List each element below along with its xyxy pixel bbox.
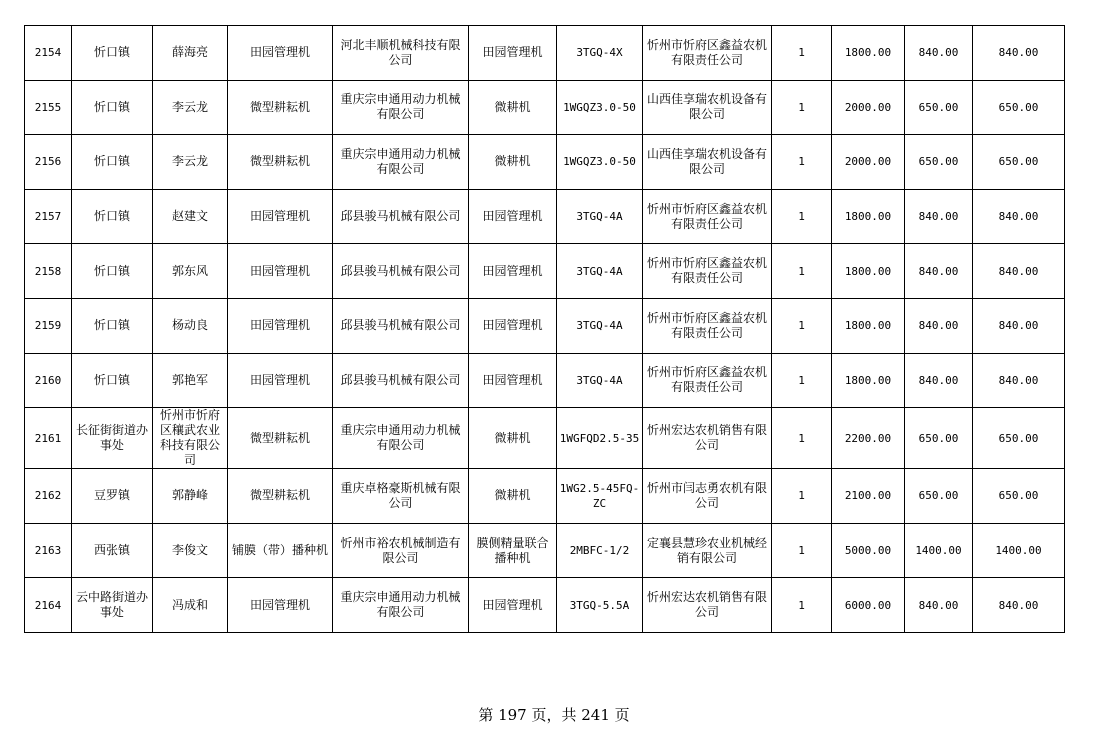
cell-buyer-name: 忻州市忻府区穰武农业科技有限公司	[153, 408, 228, 469]
cell-total-subsidy: 840.00	[973, 244, 1065, 299]
cell-quantity: 1	[772, 578, 832, 633]
cell-buyer-name: 李云龙	[153, 80, 228, 135]
cell-central-subsidy: 840.00	[905, 353, 973, 408]
cell-sale-price: 5000.00	[832, 523, 905, 578]
cell-manufacturer: 重庆卓格豪斯机械有限公司	[333, 469, 469, 524]
cell-quantity: 1	[772, 26, 832, 81]
cell-central-subsidy: 840.00	[905, 244, 973, 299]
cell-total-subsidy: 840.00	[973, 298, 1065, 353]
cell-quantity: 1	[772, 80, 832, 135]
cell-manufacturer: 重庆宗申通用动力机械有限公司	[333, 408, 469, 469]
table-row	[25, 244, 1065, 299]
cell-buyer-name: 赵建文	[153, 189, 228, 244]
cell-township: 忻口镇	[72, 80, 153, 135]
cell-serial-number: 2164	[25, 578, 72, 633]
cell-manufacturer: 邱县骏马机械有限公司	[333, 189, 469, 244]
cell-product-name: 田园管理机	[469, 578, 557, 633]
cell-serial-number: 2155	[25, 80, 72, 135]
cell-serial-number: 2162	[25, 469, 72, 524]
cell-manufacturer: 重庆宗申通用动力机械有限公司	[333, 80, 469, 135]
cell-sale-price: 1800.00	[832, 244, 905, 299]
cell-buyer-name: 冯成和	[153, 578, 228, 633]
cell-product-name: 田园管理机	[469, 353, 557, 408]
cell-dealer: 忻州市忻府区鑫益农机有限责任公司	[643, 189, 772, 244]
cell-dealer: 山西佳享瑞农机设备有限公司	[643, 80, 772, 135]
table-body	[25, 26, 1065, 633]
cell-serial-number: 2158	[25, 244, 72, 299]
cell-central-subsidy: 1400.00	[905, 523, 973, 578]
cell-quantity: 1	[772, 189, 832, 244]
cell-total-subsidy: 840.00	[973, 26, 1065, 81]
cell-township: 忻口镇	[72, 353, 153, 408]
cell-product-name: 田园管理机	[469, 189, 557, 244]
cell-central-subsidy: 650.00	[905, 469, 973, 524]
cell-buyer-name: 郭艳军	[153, 353, 228, 408]
cell-product-name: 微耕机	[469, 135, 557, 190]
table-row	[25, 578, 1065, 633]
cell-township: 忻口镇	[72, 26, 153, 81]
cell-central-subsidy: 650.00	[905, 408, 973, 469]
cell-serial-number: 2154	[25, 26, 72, 81]
cell-township: 忻口镇	[72, 244, 153, 299]
cell-sale-price: 2200.00	[832, 408, 905, 469]
cell-dealer: 定襄县慧珍农业机械经销有限公司	[643, 523, 772, 578]
cell-sale-price: 2000.00	[832, 135, 905, 190]
cell-sale-price: 1800.00	[832, 353, 905, 408]
cell-quantity: 1	[772, 353, 832, 408]
cell-machine-category: 田园管理机	[228, 578, 333, 633]
cell-sale-price: 1800.00	[832, 26, 905, 81]
cell-sale-price: 1800.00	[832, 189, 905, 244]
cell-serial-number: 2157	[25, 189, 72, 244]
cell-machine-category: 微型耕耘机	[228, 80, 333, 135]
cell-dealer: 忻州市忻府区鑫益农机有限责任公司	[643, 298, 772, 353]
cell-model: 2MBFC-1/2	[557, 523, 643, 578]
cell-model: 3TGQ-4A	[557, 353, 643, 408]
cell-sale-price: 2000.00	[832, 80, 905, 135]
cell-model: 1WGQZ3.0-50	[557, 80, 643, 135]
cell-township: 忻口镇	[72, 298, 153, 353]
cell-quantity: 1	[772, 298, 832, 353]
cell-machine-category: 微型耕耘机	[228, 469, 333, 524]
cell-machine-category: 田园管理机	[228, 298, 333, 353]
cell-dealer: 忻州宏达农机销售有限公司	[643, 408, 772, 469]
cell-central-subsidy: 650.00	[905, 135, 973, 190]
cell-dealer: 忻州市忻府区鑫益农机有限责任公司	[643, 26, 772, 81]
cell-township: 忻口镇	[72, 189, 153, 244]
cell-total-subsidy: 840.00	[973, 578, 1065, 633]
cell-product-name: 田园管理机	[469, 298, 557, 353]
cell-township: 忻口镇	[72, 135, 153, 190]
cell-dealer: 忻州市忻府区鑫益农机有限责任公司	[643, 353, 772, 408]
cell-model: 3TGQ-4X	[557, 26, 643, 81]
cell-central-subsidy: 840.00	[905, 298, 973, 353]
cell-sale-price: 1800.00	[832, 298, 905, 353]
cell-serial-number: 2159	[25, 298, 72, 353]
table-row	[25, 408, 1065, 469]
cell-model: 3TGQ-4A	[557, 298, 643, 353]
cell-quantity: 1	[772, 135, 832, 190]
cell-product-name: 微耕机	[469, 469, 557, 524]
cell-product-name: 田园管理机	[469, 244, 557, 299]
table-row	[25, 353, 1065, 408]
cell-quantity: 1	[772, 523, 832, 578]
table-row	[25, 80, 1065, 135]
cell-manufacturer: 重庆宗申通用动力机械有限公司	[333, 578, 469, 633]
cell-machine-category: 田园管理机	[228, 26, 333, 81]
cell-total-subsidy: 840.00	[973, 353, 1065, 408]
table-row	[25, 26, 1065, 81]
cell-serial-number: 2160	[25, 353, 72, 408]
cell-manufacturer: 邱县骏马机械有限公司	[333, 353, 469, 408]
page-number: 第 197 页，共 241 页	[478, 706, 630, 724]
cell-product-name: 田园管理机	[469, 26, 557, 81]
cell-quantity: 1	[772, 408, 832, 469]
cell-model: 1WGQZ3.0-50	[557, 135, 643, 190]
cell-product-name: 微耕机	[469, 80, 557, 135]
subsidy-table	[24, 25, 1065, 633]
cell-manufacturer: 河北丰顺机械科技有限公司	[333, 26, 469, 81]
cell-central-subsidy: 840.00	[905, 578, 973, 633]
cell-buyer-name: 李云龙	[153, 135, 228, 190]
cell-central-subsidy: 650.00	[905, 80, 973, 135]
cell-model: 1WG2.5-45FQ-ZC	[557, 469, 643, 524]
cell-buyer-name: 郭静峰	[153, 469, 228, 524]
cell-manufacturer: 邱县骏马机械有限公司	[333, 244, 469, 299]
cell-machine-category: 微型耕耘机	[228, 135, 333, 190]
cell-total-subsidy: 650.00	[973, 469, 1065, 524]
cell-serial-number: 2156	[25, 135, 72, 190]
cell-machine-category: 田园管理机	[228, 189, 333, 244]
cell-central-subsidy: 840.00	[905, 26, 973, 81]
table-row	[25, 469, 1065, 524]
table-row	[25, 189, 1065, 244]
cell-total-subsidy: 650.00	[973, 80, 1065, 135]
cell-machine-category: 田园管理机	[228, 353, 333, 408]
cell-machine-category: 铺膜（带）播种机	[228, 523, 333, 578]
cell-dealer: 山西佳享瑞农机设备有限公司	[643, 135, 772, 190]
cell-model: 3TGQ-5.5A	[557, 578, 643, 633]
cell-township: 长征街街道办事处	[72, 408, 153, 469]
cell-total-subsidy: 840.00	[973, 189, 1065, 244]
cell-machine-category: 田园管理机	[228, 244, 333, 299]
cell-total-subsidy: 650.00	[973, 135, 1065, 190]
table-row	[25, 135, 1065, 190]
cell-township: 豆罗镇	[72, 469, 153, 524]
cell-sale-price: 2100.00	[832, 469, 905, 524]
cell-model: 3TGQ-4A	[557, 189, 643, 244]
cell-sale-price: 6000.00	[832, 578, 905, 633]
cell-manufacturer: 邱县骏马机械有限公司	[333, 298, 469, 353]
cell-model: 1WGFQD2.5-35	[557, 408, 643, 469]
cell-buyer-name: 李俊文	[153, 523, 228, 578]
cell-model: 3TGQ-4A	[557, 244, 643, 299]
cell-machine-category: 微型耕耘机	[228, 408, 333, 469]
table-row	[25, 523, 1065, 578]
cell-central-subsidy: 840.00	[905, 189, 973, 244]
cell-dealer: 忻州市闫志勇农机有限公司	[643, 469, 772, 524]
cell-serial-number: 2161	[25, 408, 72, 469]
cell-dealer: 忻州市忻府区鑫益农机有限责任公司	[643, 244, 772, 299]
cell-product-name: 微耕机	[469, 408, 557, 469]
cell-quantity: 1	[772, 244, 832, 299]
cell-buyer-name: 薛海亮	[153, 26, 228, 81]
table-row	[25, 298, 1065, 353]
cell-quantity: 1	[772, 469, 832, 524]
cell-township: 云中路街道办事处	[72, 578, 153, 633]
cell-product-name: 膜侧精量联合播种机	[469, 523, 557, 578]
cell-manufacturer: 重庆宗申通用动力机械有限公司	[333, 135, 469, 190]
cell-serial-number: 2163	[25, 523, 72, 578]
cell-dealer: 忻州宏达农机销售有限公司	[643, 578, 772, 633]
cell-buyer-name: 郭东风	[153, 244, 228, 299]
cell-manufacturer: 忻州市裕农机械制造有限公司	[333, 523, 469, 578]
cell-total-subsidy: 650.00	[973, 408, 1065, 469]
cell-buyer-name: 杨动良	[153, 298, 228, 353]
cell-township: 西张镇	[72, 523, 153, 578]
cell-total-subsidy: 1400.00	[973, 523, 1065, 578]
